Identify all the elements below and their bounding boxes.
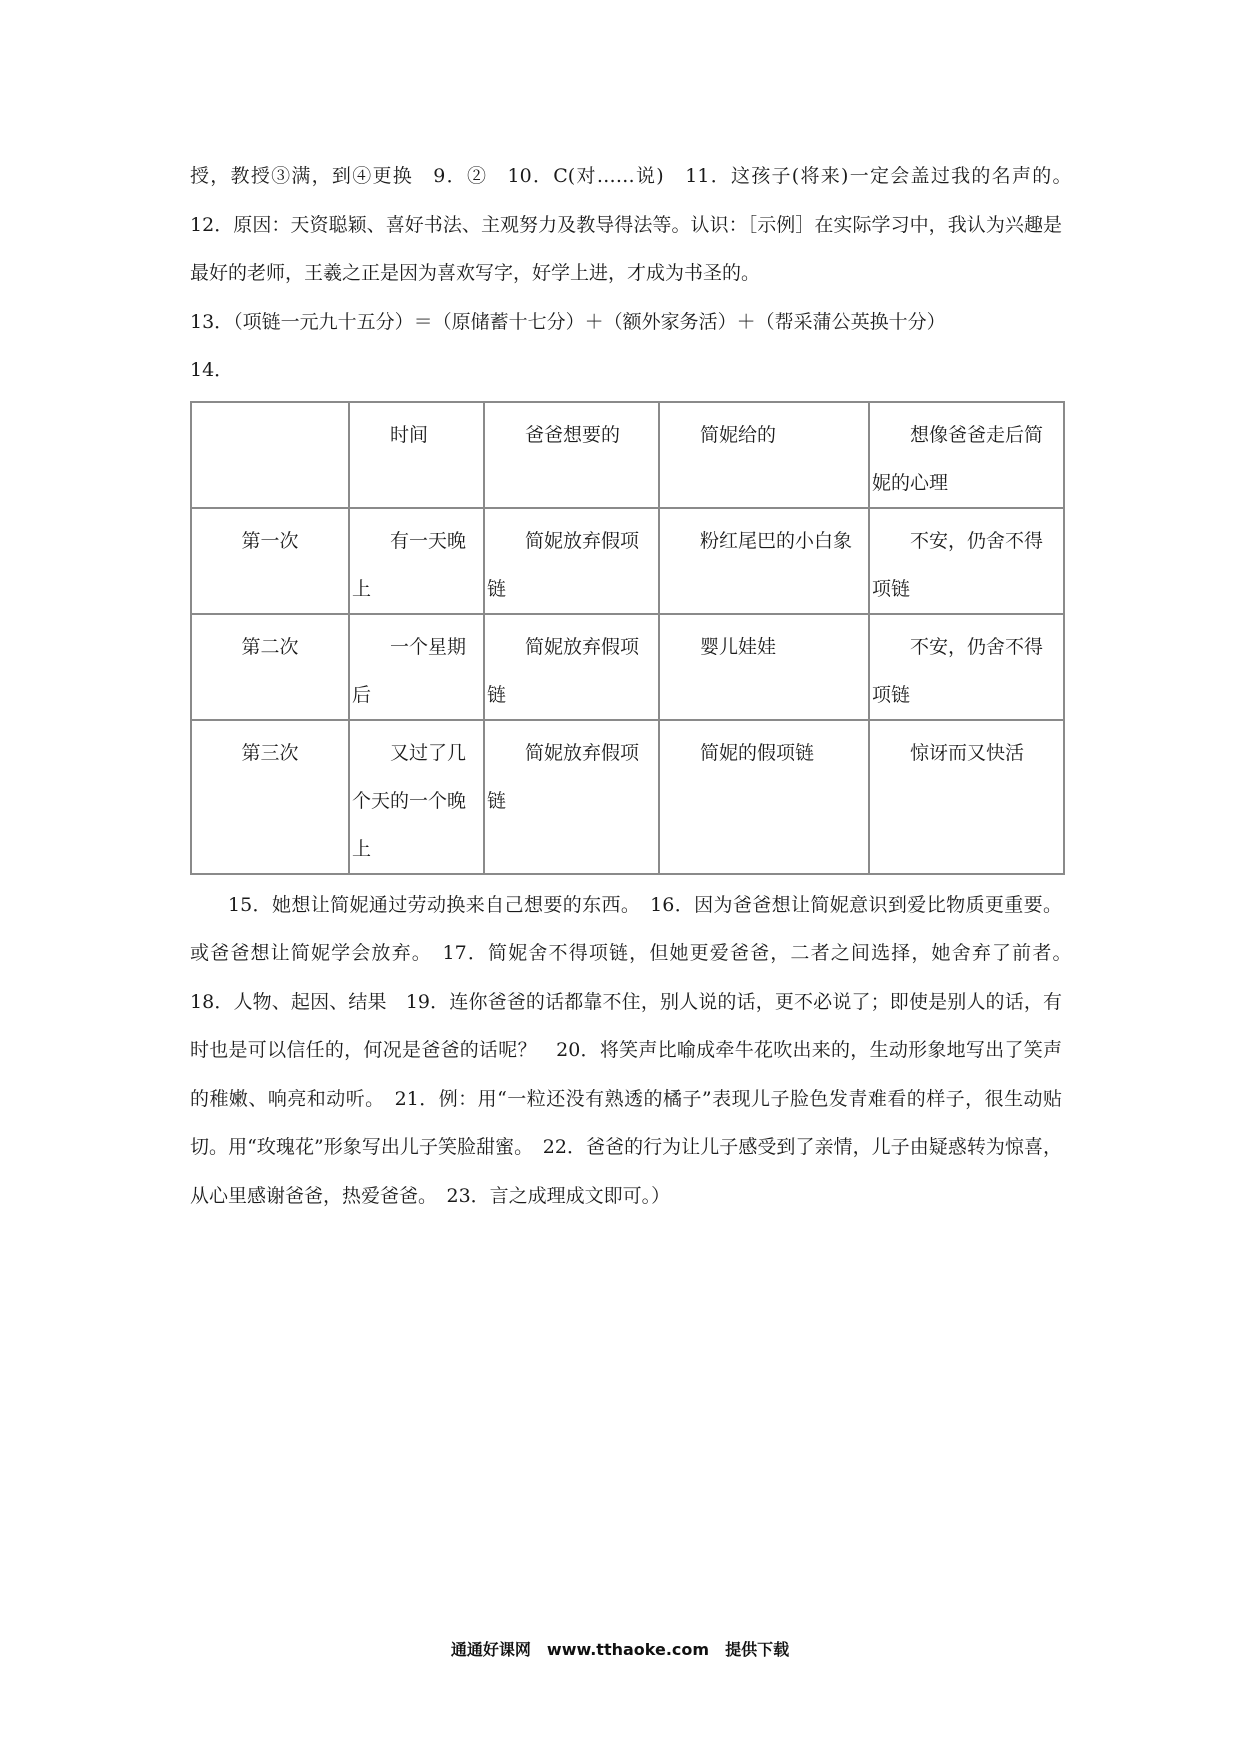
table-cell: 有一天晚上 [349,508,484,614]
table-cell: 惊讶而又快活 [869,720,1064,874]
answer-content [190,152,1082,1220]
table-header-cell: 时间 [349,402,484,508]
table-cell: 不安，仍舍不得项链 [869,614,1064,720]
table-cell: 又过了几个天的一个晚上 [349,720,484,874]
answer-table [190,401,1065,875]
table-cell: 简妮放弃假项链 [484,720,659,874]
table-cell: 一个星期后 [349,614,484,720]
table-cell: 不安，仍舍不得项链 [869,508,1064,614]
table-cell: 粉红尾巴的小白象 [659,508,869,614]
table-row-label: 第三次 [191,720,349,874]
table-row [191,614,1064,720]
answer-paragraph-15-23: 15．她想让简妮通过劳动换来自己想要的东西。 16．因为爸爸想让简妮意识到爱比物质更重要。或爸爸想让简妮学会放弃。 17．简妮舍不得项链，但她更爱爸爸，二者之间选择，她舍弃了前者。 18．人物、起因、结果 19．连你爸爸的话都靠不住，别人说的话，更不必说了；即使是别人的话，有时也是可以信任的，何况是爸爸的话呢？ 20．将笑声比喻成牵牛花吹出来的，生动形象地写出了笑声的稚嫩、响亮和动听。 21．例：用“一粒还没有熟透的橘子”表现儿子脸色发青难看的样子，很生动贴切。用“玫瑰花”形象写出儿子笑脸甜蜜。 22．爸爸的行为让儿子感受到了亲情，儿子由疑惑转为惊喜，从心里感谢爸爸，热爱爸爸。 23．言之成理成文即可。） [190,893,1082,1207]
table-header-cell: 爸爸想要的 [484,402,659,508]
table-row [191,508,1064,614]
table-header-row [191,402,1064,508]
table-header-cell: 简妮给的 [659,402,869,508]
page-footer: 通通好课网 www.tthaoke.com 提供下载 [450,1640,790,1659]
table-header-cell: 想像爸爸走后简妮的心理 [869,402,1064,508]
table-cell: 简妮放弃假项链 [484,614,659,720]
answer-paragraph-13: 13．（项链一元九十五分）＝（原储蓄十七分）＋（额外家务活）＋（帮采蒲公英换十分） [190,310,946,333]
table-row [191,720,1064,874]
table-cell: 简妮的假项链 [659,720,869,874]
table-header-cell [191,402,349,508]
table-cell: 简妮放弃假项链 [484,508,659,614]
table-cell: 婴儿娃娃 [659,614,869,720]
answer-paragraph-9-12: 授，教授③满，到④更换 9．② 10．C(对……说) 11．这孩子(将来)一定会盖过我的名声的。 12．原因：天资聪颖、喜好书法、主观努力及教导得法等。认识：［示例］在实际学习中，我认为兴趣是最好的老师，王羲之正是因为喜欢写字，好学上进，才成为书圣的。 [190,165,1082,284]
answer-paragraph-14: 14． [190,359,234,381]
table-row-label: 第一次 [191,508,349,614]
table-row-label: 第二次 [191,614,349,720]
